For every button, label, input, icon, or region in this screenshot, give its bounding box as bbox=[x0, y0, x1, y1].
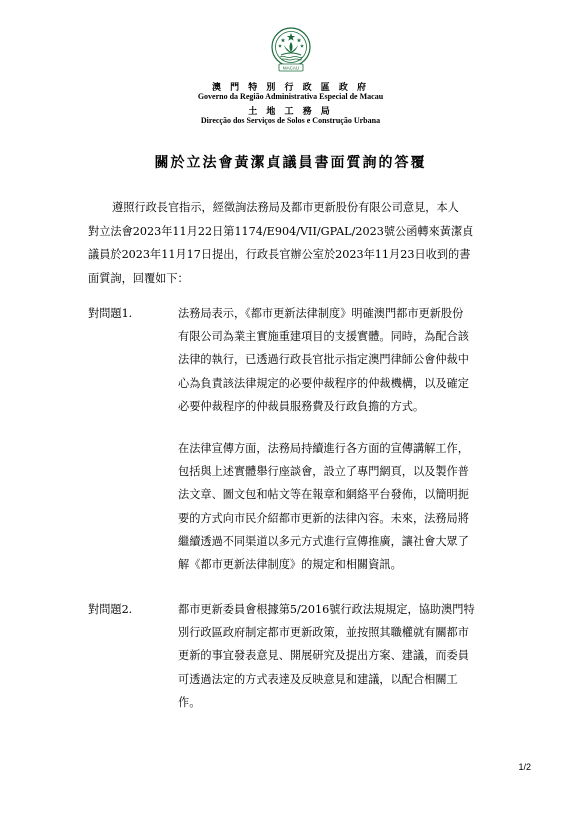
government-name-pt: Governo da Região Administrativa Especial de Macau bbox=[197, 92, 384, 101]
answer-1-paragraph-1 bbox=[178, 302, 520, 418]
intro-line: 議員於2023年11月17日提出，行政長官辦公室於2023年11月23日收到的書 bbox=[88, 248, 471, 261]
answer-2-label: 對問題2. bbox=[88, 603, 133, 616]
paragraph-line: 可透過法定的方式表達及反映意見和建議，以配合相關工 bbox=[178, 672, 458, 686]
emblem-caption: MACAU bbox=[282, 65, 300, 71]
page-number: 1/2 bbox=[518, 762, 531, 772]
paragraph-line: 別行政區政府制定都市更新政策，並按照其職權就有關都市 bbox=[178, 626, 469, 640]
answer-1-paragraph-2 bbox=[178, 437, 520, 576]
paragraph-line: 作。 bbox=[178, 695, 201, 709]
macau-emblem-icon bbox=[268, 26, 314, 74]
paragraph-line: 更新的事宜發表意見、開展研究及提出方案、建議，而委員 bbox=[178, 649, 469, 663]
paragraph-line: 有限公司為業主實施重建項目的支援實體。同時，為配合該 bbox=[178, 330, 469, 344]
paragraph-line: 心為負責該法律規定的必要仲裁程序的仲裁機構，以及確定 bbox=[178, 376, 469, 390]
paragraph-line: 在法律宣傳方面，法務局持續進行各方面的宣傳講解工作， bbox=[178, 442, 469, 455]
paragraph-line: 法務局表示，《都市更新法律制度》明確澳門都市更新股份 bbox=[178, 307, 464, 320]
intro-line: 對立法會2023年11月22日第1174/E904/VII/GPAL/2023號公函轉來黃潔貞 bbox=[88, 224, 474, 238]
department-name-pt: Direcção dos Serviços de Solos e Construção Urbana bbox=[200, 116, 381, 125]
intro-line: 遵照行政長官指示，經徵詢法務局及都市更新股份有限公司意見，本人 bbox=[112, 201, 459, 214]
paragraph-line: 法律的執行，已透過行政長官批示指定澳門律師公會仲裁中 bbox=[178, 353, 469, 367]
paragraph-line: 法文章、圖文包和帖文等在報章和網絡平台發佈，以簡明扼 bbox=[178, 488, 469, 502]
paragraph-line: 都市更新委員會根據第5/2016號行政法規規定，協助澳門特 bbox=[178, 603, 475, 616]
paragraph-line: 必要仲裁程序的仲裁員服務費及行政負擔的方式。 bbox=[178, 399, 425, 413]
document-title: 關於立法會黃潔貞議員書面質詢的答覆 bbox=[154, 155, 427, 171]
answer-2-paragraph-1 bbox=[178, 598, 520, 714]
intro-line: 面質詢，回覆如下： bbox=[88, 271, 189, 285]
paragraph-line: 繼續透過不同渠道以多元方式進行宣傳推廣，讓社會大眾了 bbox=[178, 534, 469, 548]
answer-1-label: 對問題1. bbox=[88, 307, 133, 320]
paragraph-line: 解《都市更新法律制度》的規定和相關資訊。 bbox=[178, 558, 402, 572]
government-name-zh: 澳 門 特 別 行 政 區 政 府 bbox=[211, 83, 370, 93]
paragraph-line: 要的方式向市民介紹都市更新的法律內容。未來，法務局將 bbox=[178, 511, 469, 525]
department-name-zh: 土 地 工 務 局 bbox=[248, 107, 333, 117]
intro-paragraph bbox=[88, 196, 518, 290]
paragraph-line: 包括與上述實體舉行座談會，設立了專門網頁，以及製作普 bbox=[178, 465, 469, 479]
